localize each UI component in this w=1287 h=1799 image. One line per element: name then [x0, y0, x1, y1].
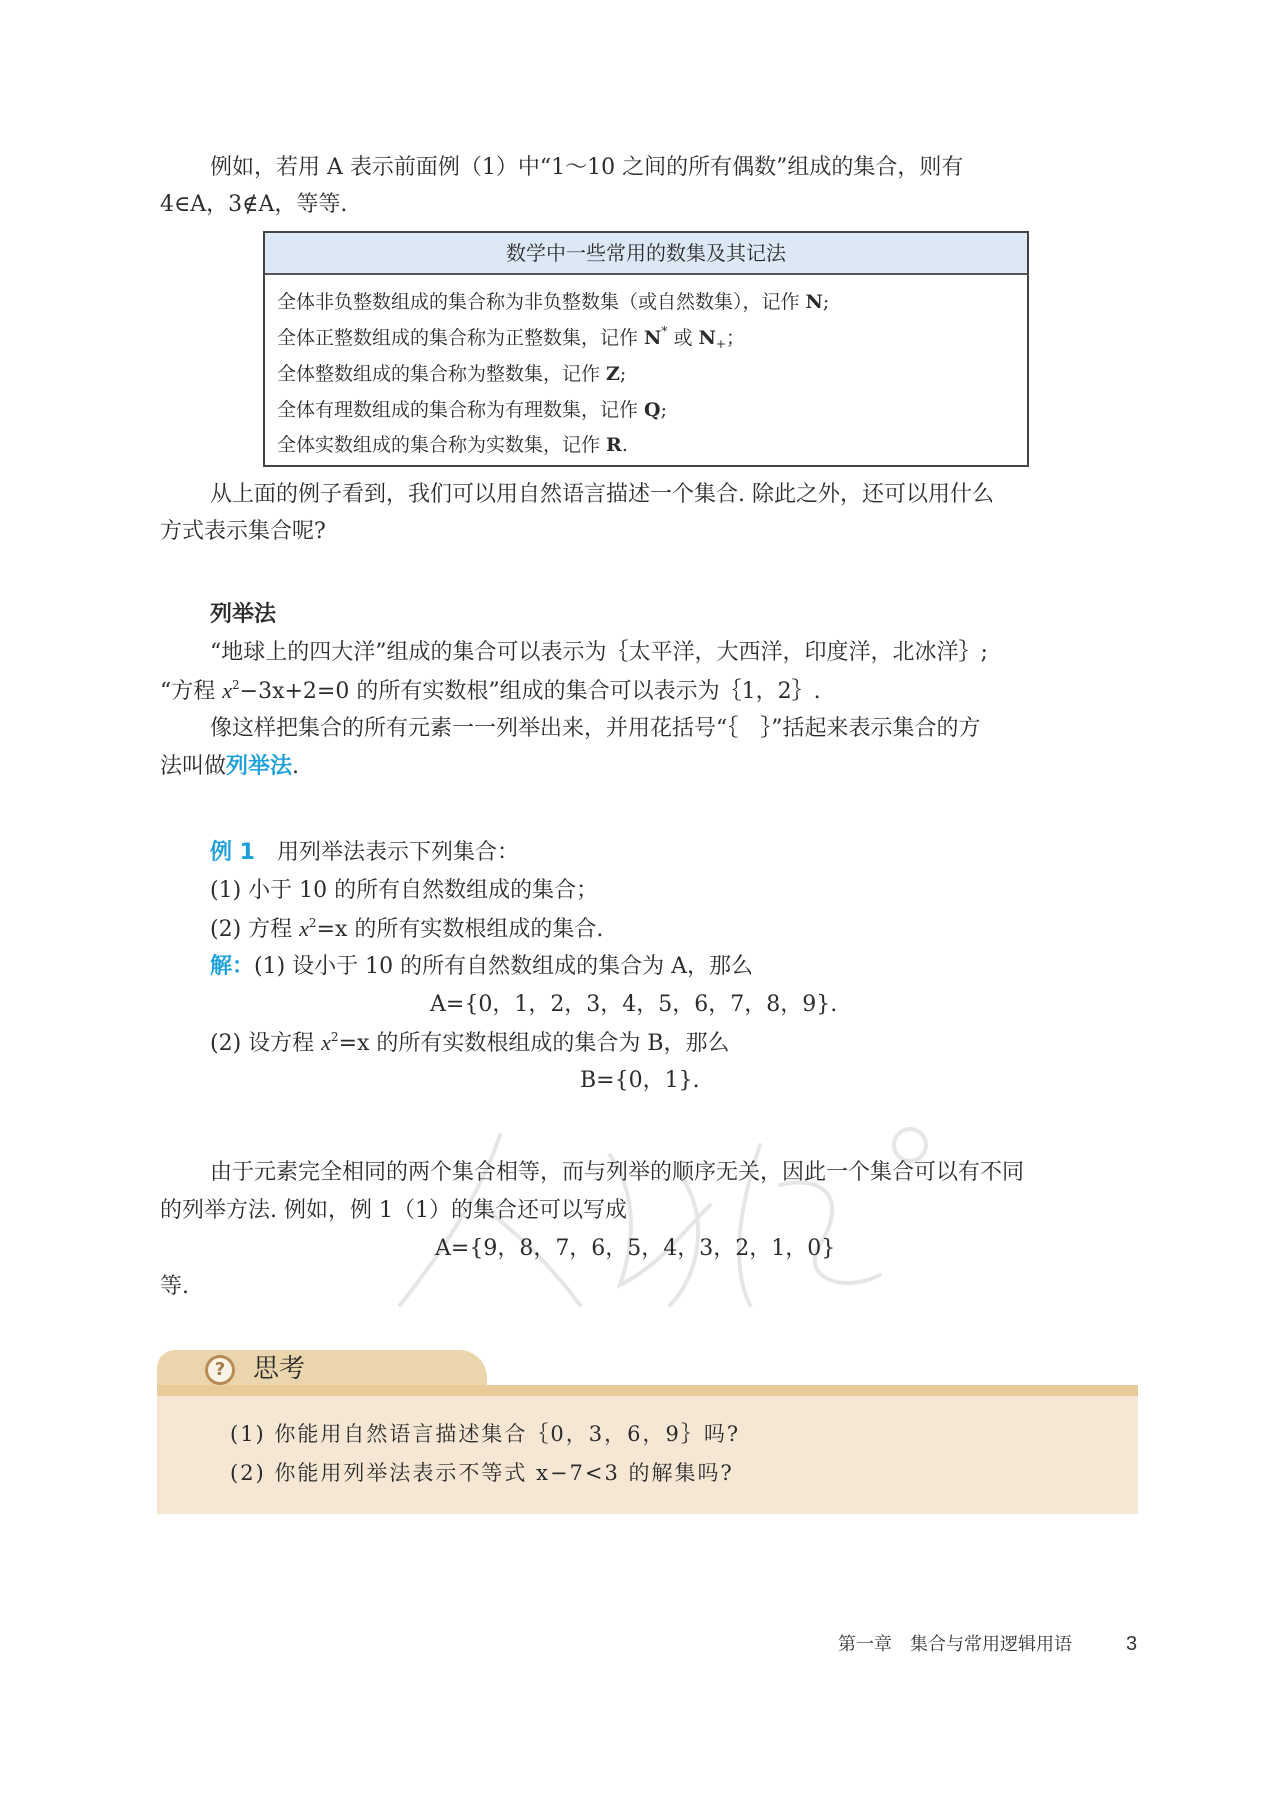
listing-line-2: “方程 $x^2-3x+2=0$ 的所有实数根”组成的集合可以表示为｛1，2｝. — [160, 678, 821, 704]
solution-label: 解： — [210, 954, 255, 979]
number-set-row-reals: 全体实数组成的集合称为实数集，记作 R. — [277, 434, 628, 456]
number-sets-box-title: 数学中一些常用的数集及其记法 — [265, 233, 1027, 275]
natural-language-line-2: 方式表示集合呢? — [160, 519, 326, 544]
example-1-result-b: B={0，1}. — [580, 1068, 700, 1093]
intro-line-1: 例如，若用 A 表示前面例（1）中“1～10 之间的所有偶数”组成的集合，则有 — [210, 155, 964, 180]
page-number: 3 — [1126, 1633, 1138, 1655]
order-formula: A={9，8，7，6，5，4，3，2，1，0} — [435, 1236, 836, 1261]
example-1-question-1: (1) 小于 10 的所有自然数组成的集合； — [210, 878, 599, 903]
think-item-1: (1) 你能用自然语言描述集合｛0，3，6，9｝吗? — [230, 1422, 741, 1446]
example-1-header: 例 1 用列举法表示下列集合： — [210, 840, 519, 865]
example-1-solution-1: 解：(1) 设小于 10 的所有自然数组成的集合为 A，那么 — [210, 954, 754, 979]
natural-language-line-1: 从上面的例子看到，我们可以用自然语言描述一个集合. 除此之外，还可以用什么 — [210, 482, 994, 507]
number-set-row-natural: 全体非负整数组成的集合称为非负整数集（或自然数集），记作 N; — [277, 291, 830, 313]
example-1-question-2: (2) 方程 $x^2=x$ 的所有实数根组成的集合. — [210, 916, 604, 942]
listing-line-1: “地球上的四大洋”组成的集合可以表示为｛太平洋，大西洋，印度洋，北冰洋｝; — [210, 640, 988, 665]
order-line-1: 由于元素完全相同的两个集合相等，而与列举的顺序无关，因此一个集合可以有不同 — [210, 1160, 1025, 1185]
think-box-band — [157, 1385, 1138, 1396]
listing-line-3: 像这样把集合的所有元素一一列举出来，并用花括号“｛ ｝”括起来表示集合的方 — [210, 716, 981, 741]
think-item-2: (2) 你能用列举法表示不等式 x−7<3 的解集吗? — [230, 1461, 734, 1485]
example-1-solution-2: (2) 设方程 $x^2=x$ 的所有实数根组成的集合为 B，那么 — [210, 1030, 730, 1056]
example-1-result-a: A={0，1，2，3，4，5，6，7，8，9}. — [430, 992, 838, 1017]
intro-line-2: 4∈A，3∉A，等等. — [160, 192, 348, 217]
number-sets-box — [263, 231, 1029, 467]
term-listing-method: 列举法 — [226, 754, 293, 779]
chapter-footer: 第一章 集合与常用逻辑用语 — [838, 1634, 1072, 1655]
question-mark-icon: ? — [205, 1355, 235, 1385]
think-box-title: 思考 — [253, 1354, 306, 1384]
listing-line-4: 法叫做列举法. — [160, 754, 300, 779]
think-box-body — [157, 1396, 1138, 1514]
number-set-row-positive-integers: 全体正整数组成的集合称为正整数集，记作 N* 或 $N_+$； — [277, 324, 745, 351]
number-set-row-integers: 全体整数组成的集合称为整数集，记作 Z; — [277, 363, 627, 385]
section-heading-listing-method: 列举法 — [210, 602, 277, 627]
order-line-3: 等. — [160, 1274, 189, 1299]
order-line-2: 的列举方法. 例如，例 1（1）的集合还可以写成 — [160, 1198, 627, 1223]
number-set-row-rationals: 全体有理数组成的集合称为有理数集，记作 Q; — [277, 399, 668, 421]
example-label: 例 1 — [210, 840, 255, 865]
